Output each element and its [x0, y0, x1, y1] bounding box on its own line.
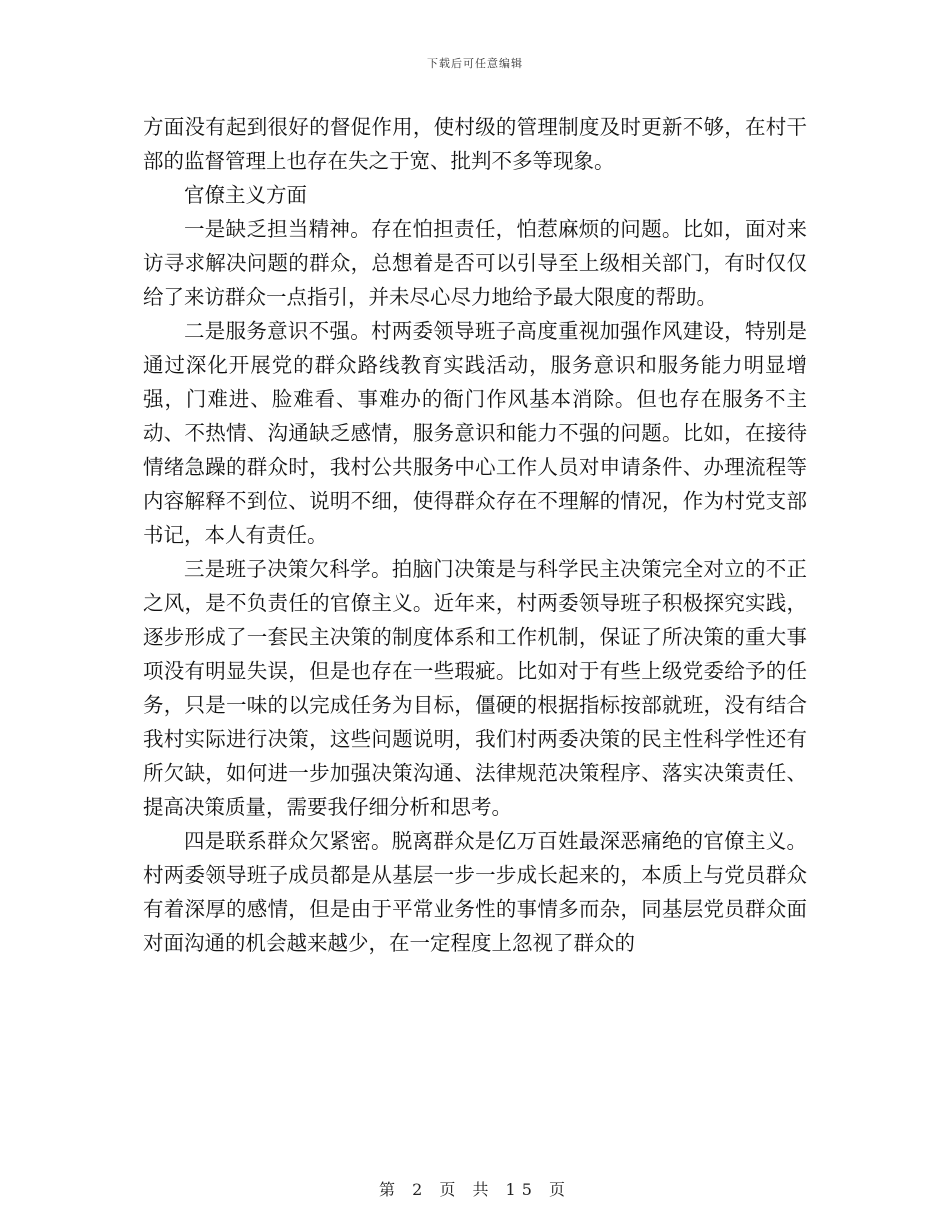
paragraph-1: 方面没有起到很好的督促作用，使村级的管理制度及时更新不够，在村干部的监督管理上也存在失之于宽、批判不多等现象。	[143, 115, 807, 173]
paragraph-6: 四是联系群众欠紧密。脱离群众是亿万百姓最深恶痛绝的官僚主义。村两委领导班子成员都是从基层一步一步成长起来的，本质上与党员群众有着深厚的感情，但是由于平常业务性的事情多而杂，同基层党员群众面对面沟通的机会越来越少，在一定程度上忽视了群众的	[143, 829, 807, 955]
page-number: 第 2 页 共 15 页	[379, 1180, 571, 1199]
section-heading-bureaucratism: 官僚主义方面	[184, 183, 307, 207]
document-body	[143, 110, 807, 960]
page-header: 下载后可任意编辑	[427, 57, 523, 70]
paragraph-4: 二是服务意识不强。村两委领导班子高度重视加强作风建设，特别是通过深化开展党的群众路线教育实践活动，服务意识和服务能力明显增强，门难进、脸难看、事难办的衙门作风基本消除。但也存在服务不主动、不热情、沟通缺乏感情，服务意识和能力不强的问题。比如，在接待情绪急躁的群众时，我村公共服务中心工作人员对申请条件、办理流程等内容解释不到位、说明不细，使得群众存在不理解的情况，作为村党支部书记，本人有责任。	[143, 319, 807, 547]
paragraph-5: 三是班子决策欠科学。拍脑门决策是与科学民主决策完全对立的不正之风，是不负责任的官僚主义。近年来，村两委领导班子积极探究实践，逐步形成了一套民主决策的制度体系和工作机制，保证了所决策的重大事项没有明显失误，但是也存在一些瑕疵。比如对于有些上级党委给予的任务，只是一味的以完成任务为目标，僵硬的根据指标按部就班，没有结合我村实际进行决策，这些问题说明，我们村两委决策的民主性科学性还有所欠缺，如何进一步加强决策沟通、法律规范决策程序、落实决策责任、提高决策质量，需要我仔细分析和思考。	[143, 557, 807, 819]
paragraph-3: 一是缺乏担当精神。存在怕担责任，怕惹麻烦的问题。比如，面对来访寻求解决问题的群众，总想着是否可以引导至上级相关部门，有时仅仅给了来访群众一点指引，并未尽心尽力地给予最大限度的帮助。	[143, 217, 807, 309]
